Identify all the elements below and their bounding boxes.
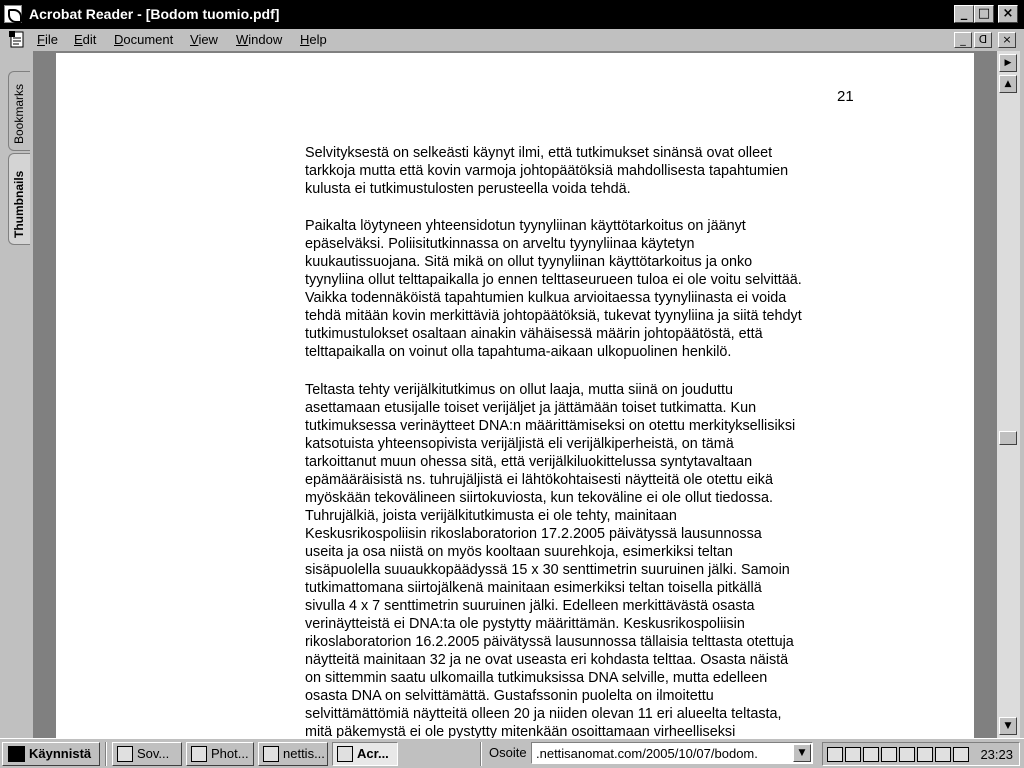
- text-line: kuukautissuojana. Sitä mikä on ollut tyynyliinan käyttötarkoitus ja onko: [305, 254, 753, 270]
- text-line: tutkimuksessa verinäytteet DNA:n määrittämiseksi on otettu merkityksellisiksi: [305, 418, 796, 434]
- text-line: Selvityksestä on selkeästi käynyt ilmi, että tutkimukset sinänsä ovat olleet: [305, 145, 773, 161]
- clock: 23:23: [980, 747, 1013, 762]
- text-line: epäselväksi. Poliisitutkinnassa on arveltu tyynyliinaa käytetyn: [305, 236, 695, 252]
- text-line: sivulla 4 x 7 senttimetrin suuruinen jälki. Edelleen merkittävästä osasta: [305, 598, 755, 614]
- task-button[interactable]: [112, 742, 182, 766]
- tab-bookmarks[interactable]: [8, 71, 30, 151]
- text-line: verinäytteistä ei DNA:ta ole pystytty määrittämän. Keskusrikospoliisin: [305, 616, 745, 632]
- text-line: näytteitä mainitaan 32 ja ne ovat useasta eri kohdasta telttaa. Osasta näistä: [305, 652, 789, 668]
- search-icon[interactable]: [845, 747, 861, 762]
- text-line: osasta DNA on selvittämättä. Gustafssonin puolelta on ilmoitettu: [305, 688, 714, 704]
- text-line: Vaikka todennäköistä tapahtumien kulkua arvioitaessa tyynyliinasta ei voida: [305, 290, 787, 306]
- text-line: selvittämättömiä näytteitä olleen 20 ja niiden olevan 11 eri alueelta teltasta,: [305, 706, 782, 722]
- display-icon[interactable]: [899, 747, 915, 762]
- text-line: Paikalta löytyneen yhteensidotun tyynyliinan käyttötarkoitus on jäänyt: [305, 218, 746, 234]
- next-page-button[interactable]: ▶: [999, 54, 1017, 72]
- task-button-active[interactable]: [332, 742, 398, 766]
- doc-restore-button[interactable]: ᗡ: [974, 32, 992, 48]
- text-line: asettamaan etusijalle toiset verijäljet ja jättämään toiset tutkimatta. Kun: [305, 400, 757, 416]
- task-label: Acr...: [357, 746, 389, 761]
- taskbar-separator: [480, 742, 482, 766]
- title-bar[interactable]: [0, 0, 1024, 29]
- paragraph: [305, 381, 865, 738]
- window-title: Acrobat Reader - [Bodom tuomio.pdf]: [29, 6, 280, 22]
- text-line: myöskään tekovälineen siirtokuviosta, kun tekoväline ei ole ollut tiedossa.: [305, 490, 773, 506]
- scroll-thumb[interactable]: [999, 431, 1017, 445]
- task-label: nettis...: [283, 746, 325, 761]
- minimize-button[interactable]: _: [954, 5, 974, 23]
- page-number: 21: [837, 88, 854, 105]
- paragraph: [305, 217, 865, 361]
- tool-icon[interactable]: [935, 747, 951, 762]
- text-line: tehdä mitään kovin merkittäviä johtopäätöksiä, tukevat tyynyliina ja siitä tehdyt: [305, 308, 802, 324]
- text-line: tarkoittanut muun ohessa sitä, että verijälkiluokittelussa syntytavaltaan: [305, 454, 753, 470]
- doc-close-button[interactable]: ×: [998, 32, 1016, 48]
- system-tray: [822, 742, 1020, 766]
- text-line: telttapaikalla on voinut olla tapahtuma-aikaan ulkopuolinen henkilö.: [305, 344, 732, 360]
- menu-file[interactable]: File: [37, 32, 58, 47]
- taskbar: [0, 738, 1024, 768]
- text-line: tutkimattomana siirtojälkenä mainitaan esimerkiksi teltan toisella pitkällä: [305, 580, 762, 596]
- menu-help[interactable]: Help: [300, 32, 327, 47]
- text-line: rikoslaboratorion 16.2.2005 päivätyssä lausunnossa tällaisia telttasta otettuja: [305, 634, 794, 650]
- text-line: tarkkoja mutta että kovin varmoja johtopäätöksiä mahdollisesta tapahtumien: [305, 163, 789, 179]
- paragraph: [305, 144, 865, 198]
- address-dropdown-button[interactable]: ▼: [793, 744, 811, 762]
- app-icon: [263, 746, 279, 762]
- text-line: mitä päkemystä ei ole pystytty mitenkään osoittamaan virheelliseksi: [305, 724, 736, 738]
- address-label: Osoite: [489, 745, 527, 760]
- menu-document[interactable]: Document: [114, 32, 174, 47]
- volume-icon[interactable]: [863, 747, 879, 762]
- app-icon: [191, 746, 207, 762]
- text-line: sisäpuolella suuaukkopäädyssä 15 x 30 senttimetrin suuruinen jälki. Samoin: [305, 562, 790, 578]
- app-icon: [117, 746, 133, 762]
- taskbar-separator: [105, 742, 107, 766]
- text-line: Tuhrujälkiä, joista verijälkitutkimusta ei ole tehty, mainitaan: [305, 508, 677, 524]
- printer-icon[interactable]: [917, 747, 933, 762]
- scroll-down-button[interactable]: ▼: [999, 717, 1017, 735]
- text-line: Teltasta tehty verijälkitutkimus on ollut laaja, mutta siinä on jouduttu: [305, 382, 733, 398]
- text-line: tyynyliina ollut telttapaikalla jo ennen telttaseurueen tuloa ei ole voitu selvittää.: [305, 272, 802, 288]
- menu-edit[interactable]: Edit: [74, 32, 97, 47]
- text-line: katsotuista yhteensopivista verijäljistä eli verijälkiperheistä, on tämä: [305, 436, 734, 452]
- menu-bar: [0, 29, 1024, 51]
- windows-logo-icon: [8, 746, 25, 762]
- task-label: Phot...: [211, 746, 249, 761]
- task-button[interactable]: [186, 742, 254, 766]
- close-button[interactable]: ×: [998, 5, 1018, 23]
- scroll-up-button[interactable]: ▲: [999, 75, 1017, 93]
- start-button[interactable]: [2, 742, 100, 766]
- menu-view[interactable]: View: [190, 32, 218, 47]
- acrobat-app-icon[interactable]: [4, 5, 22, 23]
- task-button[interactable]: [258, 742, 328, 766]
- doc-minimize-button[interactable]: _: [954, 32, 972, 48]
- antivirus-icon[interactable]: [881, 747, 897, 762]
- network-icon[interactable]: [827, 747, 843, 762]
- address-bar[interactable]: [531, 742, 813, 764]
- document-view[interactable]: [33, 51, 997, 738]
- tab-thumbnails[interactable]: [8, 153, 30, 245]
- tab-bookmarks-label: Bookmarks: [12, 83, 26, 144]
- connection-icon[interactable]: [953, 747, 969, 762]
- text-line: useita ja osa niistä on myös kooltaan suurehkoja, esimerkiksi teltan: [305, 544, 733, 560]
- address-input[interactable]: [536, 745, 788, 762]
- text-line: epämääräisistä ns. tuhrujäljistä ei lähtökohtaisesti näytteitä ole otettu eikä: [305, 472, 773, 488]
- document-icon[interactable]: [8, 30, 28, 50]
- text-line: tutkimustulokset osaltaan ainakin vähäisessä määrin johtopäätöstä, että: [305, 326, 763, 342]
- pdf-page: [56, 53, 974, 738]
- task-label: Sov...: [137, 746, 170, 761]
- text-line: on sittemmin saatu ulkomailla tutkimuksissa DNA selville, mutta edelleen: [305, 670, 768, 686]
- text-line: Keskusrikospoliisin rikoslaboratorion 17.2.2005 päivätyssä lausunnossa: [305, 526, 762, 542]
- text-line: kulusta ei tutkimustulosten perusteella voida tehdä.: [305, 181, 631, 197]
- tab-thumbnails-label: Thumbnails: [12, 170, 26, 238]
- start-label: Käynnistä: [29, 746, 92, 761]
- menu-window[interactable]: Window: [236, 32, 283, 47]
- vertical-scrollbar[interactable]: [997, 51, 1020, 738]
- maximize-button[interactable]: □: [974, 5, 994, 23]
- acrobat-app-icon: [337, 746, 353, 762]
- navigation-pane: [0, 51, 33, 738]
